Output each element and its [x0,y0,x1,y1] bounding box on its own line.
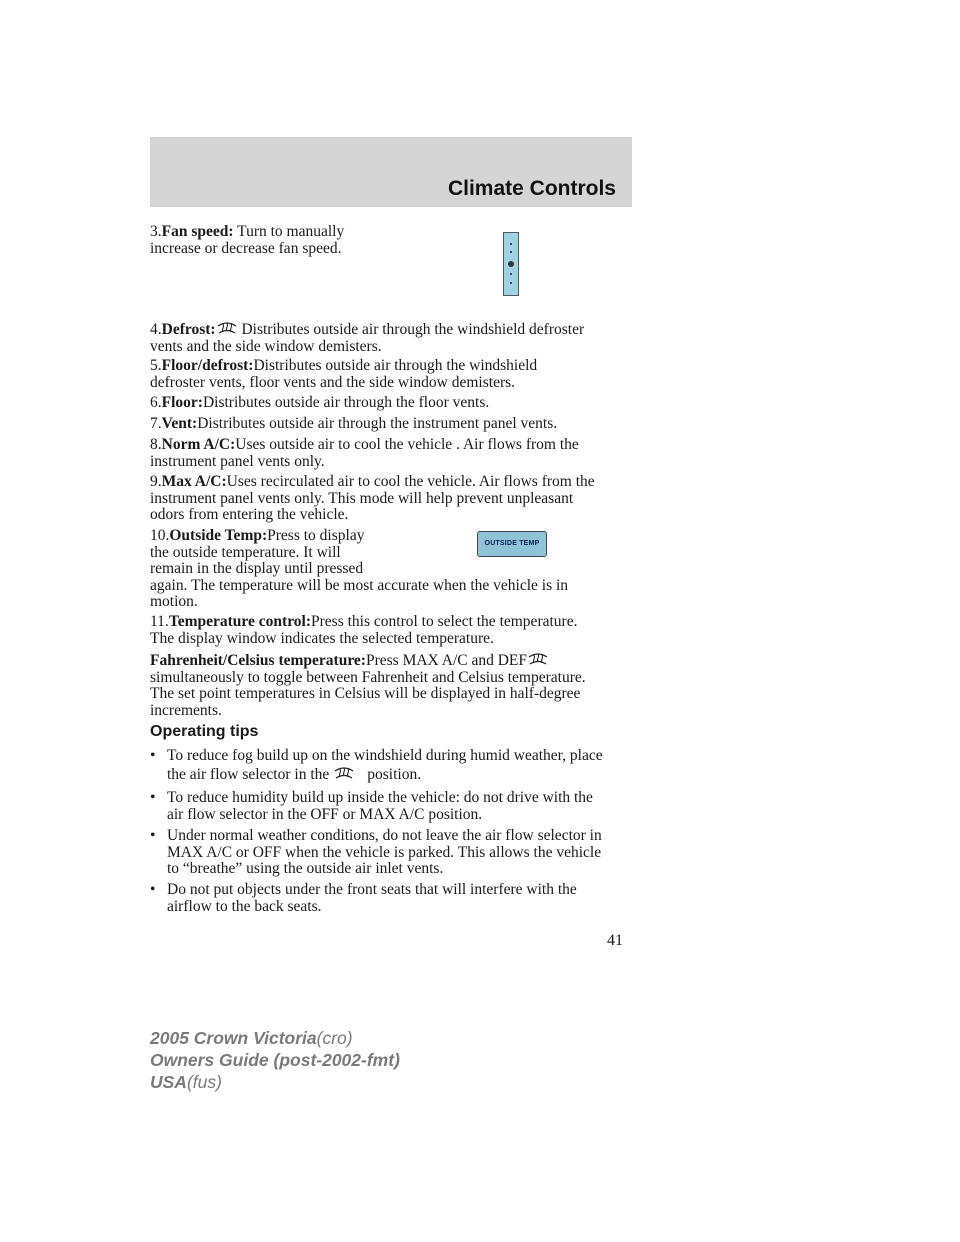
defrost-icon [216,320,238,336]
defrost-paragraph: 4.Defrost: Distributes outside air through the windshield defroster vents and the side window demisters. [150,321,585,355]
defrost-icon [527,651,549,667]
header-band [150,137,632,207]
operating-tips-heading: Operating tips [150,723,259,740]
fan-speed-control-icon [503,232,519,296]
floor-defrost-paragraph: 5.Floor/defrost:Distributes outside air through the windshield defroster vents, floor vents and the side window demisters. [150,357,538,391]
footer-line-2: Owners Guide (post-2002-fmt) [150,1050,400,1070]
fahrenheit-celsius-paragraph: Fahrenheit/Celsius temperature:Press MAX A/C and DEF simultaneously to toggle between Fahrenheit and Celsius temperature. The set point temperatures in Celsius will be displayed in half-degree increments. [150,652,586,719]
norm-ac-paragraph: 8.Norm A/C:Uses outside air to cool the vehicle . Air flows from the instrument panel vents only. [150,436,579,470]
footer-line-3: USA(fus) [150,1072,222,1092]
page-number: 41 [607,932,623,949]
outside-temp-button-illustration: OUTSIDE TEMP [477,531,547,557]
page-title: Climate Controls [447,177,616,200]
max-ac-paragraph: 9.Max A/C:Uses recirculated air to cool the vehicle. Air flows from the instrument panel vents only. This mode will help prevent unpleasant odors from entering the vehicle. [150,473,595,523]
defrost-icon [333,765,355,781]
vent-paragraph: 7.Vent:Distributes outside air through the instrument panel vents. [150,415,558,432]
temperature-control-paragraph: 11.Temperature control:Press this control to select the temperature. The display window indicates the selected temperature. [150,613,578,647]
footer-line-1: 2005 Crown Victoria(cro) [150,1028,353,1048]
outside-temp-paragraph: 10.Outside Temp:Press to display the outside temperature. It will remain in the display until pressed again. The temperature will be most accurate when the vehicle is in motion. [150,527,569,610]
floor-paragraph: 6.Floor:Distributes outside air through the floor vents. [150,394,490,411]
fan-speed-paragraph: 3.Fan speed: Turn to manually increase or decrease fan speed. [150,223,345,257]
